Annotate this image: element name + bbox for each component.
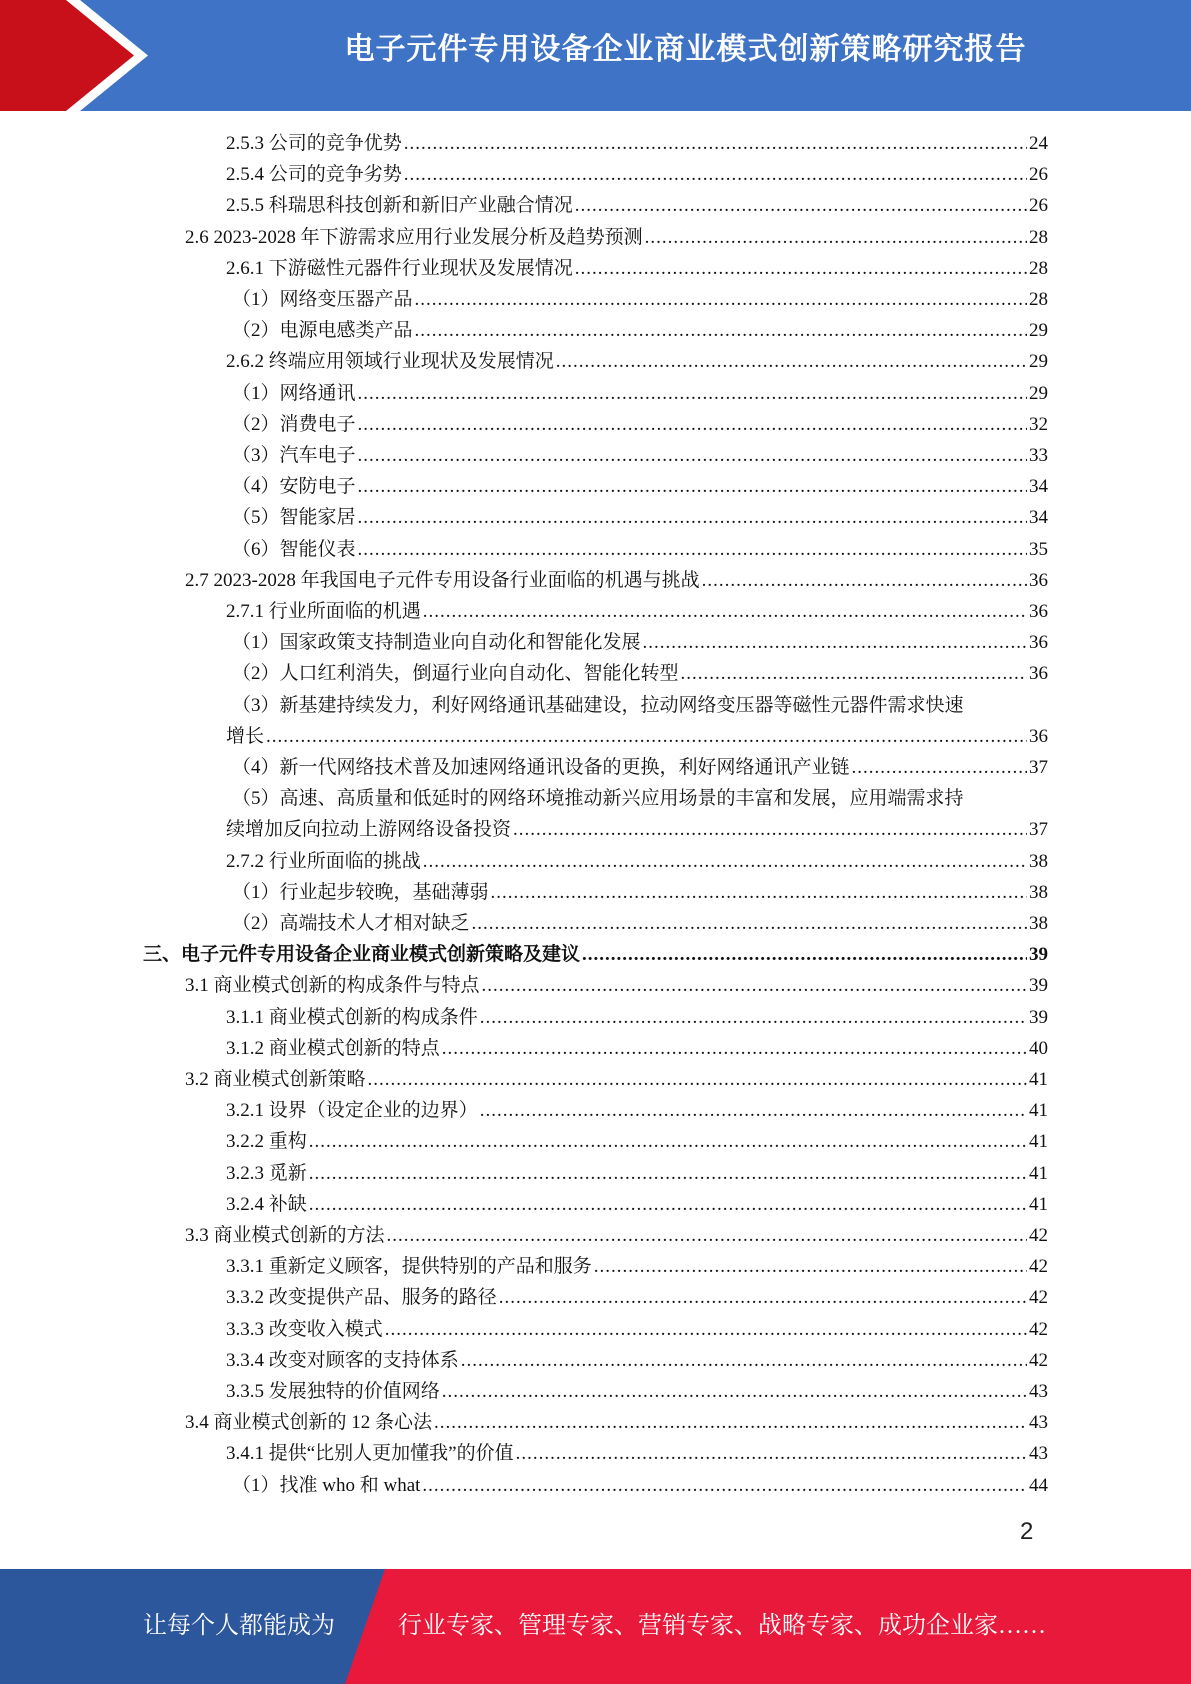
toc-entry[interactable] xyxy=(226,253,1048,284)
toc-entry-label: 3.2 商业模式创新策略 xyxy=(185,1069,366,1090)
toc-leader-dots xyxy=(556,346,1027,377)
toc-leader-dots xyxy=(499,1282,1027,1313)
toc-entry-label: （2）消费电子 xyxy=(232,413,356,435)
toc-entry[interactable] xyxy=(185,565,1048,596)
toc-entry[interactable] xyxy=(226,128,1048,159)
toc-leader-dots xyxy=(702,565,1027,596)
report-title: 电子元件专用设备企业商业模式创新策略研究报告 xyxy=(344,32,1027,67)
toc-entry[interactable] xyxy=(232,471,1048,502)
toc-entry-label: （1）找准 who 和 what xyxy=(232,1474,421,1496)
toc-entry-label: （6）智能仪表 xyxy=(232,538,356,560)
toc-entry[interactable] xyxy=(232,315,1048,346)
toc-entry-label: 2.5.4 公司的竞争劣势 xyxy=(226,164,402,186)
toc-entry[interactable] xyxy=(226,814,1048,845)
toc-page-number: 37 xyxy=(1029,757,1048,778)
toc-leader-dots xyxy=(681,658,1027,689)
footer-slogan-right: 行业专家、管理专家、营销专家、战略专家、成功企业家…… xyxy=(398,1613,1046,1639)
toc-entry-label: 3.3.2 改变提供产品、服务的路径 xyxy=(226,1287,497,1309)
toc-entry-label: 三、电子元件专用设备企业商业模式创新策略及建议 xyxy=(143,944,581,966)
toc-entry-label: 3.1.2 商业模式创新的特点 xyxy=(226,1037,440,1059)
toc-entry[interactable] xyxy=(232,752,1048,783)
toc-leader-dots xyxy=(434,1407,1027,1438)
toc-page-number: 41 xyxy=(1029,1162,1048,1184)
toc-page-number: 38 xyxy=(1029,913,1048,934)
toc-entry-label: 2.5.3 公司的竞争优势 xyxy=(226,133,402,154)
toc-entry[interactable] xyxy=(226,1345,1048,1376)
toc-entry-label: （3）汽车电子 xyxy=(232,445,356,466)
toc-entry[interactable] xyxy=(185,1220,1048,1251)
toc-page-number: 36 xyxy=(1029,632,1048,654)
toc-entry-label: （4）新一代网络技术普及加速网络通讯设备的更换，利好网络通讯产业链 xyxy=(232,757,850,778)
toc-leader-dots xyxy=(480,1002,1027,1033)
page-footer xyxy=(0,1569,1191,1684)
toc-page-number: 44 xyxy=(1029,1474,1048,1496)
toc-leader-dots xyxy=(368,1064,1027,1095)
toc-entry-label[interactable]: （3）新基建持续发力，利好网络通讯基础建设，拉动网络变压器等磁性元器件需求快速 xyxy=(232,694,964,716)
toc-entry[interactable] xyxy=(232,534,1048,565)
toc-entry-label: 2.7.1 行业所面临的机遇 xyxy=(226,601,421,622)
toc-entry-label: 2.7.2 行业所面临的挑战 xyxy=(226,850,421,872)
toc-leader-dots xyxy=(513,814,1027,845)
toc-page-number: 34 xyxy=(1029,476,1048,498)
toc-entry-label: 3.2.3 觅新 xyxy=(226,1162,307,1184)
toc-leader-dots xyxy=(594,1251,1027,1282)
page-number: 2 xyxy=(1020,1518,1034,1545)
toc-entry-label: （2）电源电感类产品 xyxy=(232,320,413,342)
toc-entry[interactable] xyxy=(226,1376,1048,1407)
toc-page-number: 29 xyxy=(1029,320,1048,342)
toc-leader-dots xyxy=(442,1376,1027,1407)
toc-entry[interactable] xyxy=(232,908,1048,939)
toc-entry-label: 3.3.3 改变收入模式 xyxy=(226,1318,383,1340)
toc-leader-dots xyxy=(516,1438,1027,1469)
toc-leader-dots xyxy=(358,534,1027,565)
toc-entry-label: 3.3.5 发展独特的价值网络 xyxy=(226,1381,440,1402)
page-header xyxy=(0,0,1191,111)
toc-entry-label: 2.5.5 科瑞思科技创新和新旧产业融合情况 xyxy=(226,195,573,217)
header-red-chevron xyxy=(0,0,135,111)
toc-entry-label: 2.6.1 下游磁性元器件行业现状及发展情况 xyxy=(226,257,573,279)
toc-entry-label: 3.1.1 商业模式创新的构成条件 xyxy=(226,1006,478,1028)
toc-leader-dots xyxy=(309,1189,1027,1220)
toc-page-number: 42 xyxy=(1029,1256,1048,1278)
toc-leader-dots xyxy=(387,1220,1027,1251)
toc-entry-label: 3.3 商业模式创新的方法 xyxy=(185,1225,385,1246)
toc-entry-label: 3.4 商业模式创新的 12 条心法 xyxy=(185,1412,433,1434)
toc-leader-dots xyxy=(643,627,1027,658)
toc-leader-dots xyxy=(358,440,1027,471)
toc-entry[interactable] xyxy=(232,440,1048,471)
toc-page-number: 36 xyxy=(1029,663,1048,685)
toc-leader-dots xyxy=(358,409,1027,440)
toc-page-number: 41 xyxy=(1029,1100,1048,1122)
toc-entry[interactable] xyxy=(226,1126,1048,1157)
toc-page-number: 32 xyxy=(1029,413,1048,435)
toc-leader-dots xyxy=(385,1314,1027,1345)
toc-page-number: 39 xyxy=(1029,944,1048,966)
toc-page-number: 29 xyxy=(1029,382,1048,404)
toc-entry[interactable] xyxy=(232,502,1048,533)
toc-leader-dots xyxy=(852,752,1027,783)
toc-entry[interactable] xyxy=(185,1064,1048,1095)
toc-leader-dots xyxy=(423,846,1027,877)
toc-entry-label: （1）行业起步较晚，基础薄弱 xyxy=(232,881,489,903)
toc-page-number: 24 xyxy=(1029,133,1048,154)
toc-entry[interactable] xyxy=(232,409,1048,440)
toc-page-number: 41 xyxy=(1029,1193,1048,1215)
toc-entry[interactable] xyxy=(185,1407,1048,1438)
toc-entry[interactable] xyxy=(232,378,1048,409)
toc-page-number: 35 xyxy=(1029,538,1048,560)
toc-entry[interactable] xyxy=(232,877,1048,908)
toc-entry-label[interactable]: （5）高速、高质量和低延时的网络环境推动新兴应用场景的丰富和发展，应用端需求持 xyxy=(232,788,964,810)
toc-leader-dots xyxy=(461,1345,1027,1376)
toc-entry-label: （1）网络通讯 xyxy=(232,382,356,404)
toc-entry[interactable] xyxy=(226,1002,1048,1033)
toc-leader-dots xyxy=(645,222,1027,253)
footer-slogan-left: 让每个人都能成为 xyxy=(143,1613,335,1639)
toc-entry-label: （1）国家政策支持制造业向自动化和智能化发展 xyxy=(232,632,641,654)
toc-entry-label: 2.6.2 终端应用领域行业现状及发展情况 xyxy=(226,351,554,373)
toc-entry[interactable] xyxy=(226,1314,1048,1345)
toc-leader-dots xyxy=(422,1470,1027,1501)
toc-entry-label: 3.2.4 补缺 xyxy=(226,1193,307,1215)
toc-entry[interactable] xyxy=(232,658,1048,689)
toc-page-number: 40 xyxy=(1029,1037,1048,1059)
toc-leader-dots xyxy=(480,1095,1027,1126)
toc-leader-dots xyxy=(472,908,1027,939)
toc-entry[interactable] xyxy=(226,159,1048,190)
toc-entry-label: （5）智能家居 xyxy=(232,507,356,529)
toc-leader-dots xyxy=(404,128,1027,159)
toc-entry-label: （4）安防电子 xyxy=(232,476,356,498)
toc-entry[interactable] xyxy=(226,596,1048,627)
toc-entry-label: 3.3.1 重新定义顾客，提供特别的产品和服务 xyxy=(226,1256,592,1278)
toc-page-number: 41 xyxy=(1029,1069,1048,1090)
toc-page-number: 42 xyxy=(1029,1287,1048,1309)
toc-leader-dots xyxy=(415,284,1027,315)
toc-page-number: 28 xyxy=(1029,257,1048,279)
toc-page-number: 36 xyxy=(1029,601,1048,622)
toc-entry-label: 续增加反向拉动上游网络设备投资 xyxy=(226,819,512,841)
toc-entry[interactable] xyxy=(226,346,1048,377)
toc-entry-label: （1）网络变压器产品 xyxy=(232,289,413,310)
toc-entry[interactable] xyxy=(226,1033,1048,1064)
toc-entry[interactable] xyxy=(232,1470,1048,1501)
toc-leader-dots xyxy=(575,190,1027,221)
toc-entry-label: （2）高端技术人才相对缺乏 xyxy=(232,913,470,934)
toc-entry-label: 增长 xyxy=(226,725,265,747)
toc-page-number: 39 xyxy=(1029,1006,1048,1028)
toc-leader-dots xyxy=(358,471,1027,502)
toc-entry-label: （2）人口红利消失，倒逼行业向自动化、智能化转型 xyxy=(232,663,679,685)
toc-page-number: 26 xyxy=(1029,164,1048,186)
toc-entry[interactable] xyxy=(226,721,1048,752)
toc-entry[interactable] xyxy=(185,970,1048,1001)
toc-entry[interactable] xyxy=(226,1095,1048,1126)
toc-page-number: 34 xyxy=(1029,507,1048,529)
toc-page-number: 28 xyxy=(1029,289,1048,310)
toc-page-number: 42 xyxy=(1029,1318,1048,1340)
toc-entry-label: 3.3.4 改变对顾客的支持体系 xyxy=(226,1349,459,1371)
toc-page-number: 37 xyxy=(1029,819,1048,841)
toc-page-number: 26 xyxy=(1029,195,1048,217)
toc-entry[interactable] xyxy=(226,190,1048,221)
toc-page-number: 36 xyxy=(1029,725,1048,747)
toc-page-number: 38 xyxy=(1029,850,1048,872)
toc-page-number: 33 xyxy=(1029,445,1048,466)
toc-page-number: 41 xyxy=(1029,1131,1048,1153)
toc-leader-dots xyxy=(404,159,1027,190)
toc-entry-label: 3.2.2 重构 xyxy=(226,1131,307,1153)
toc-page-number: 43 xyxy=(1029,1412,1048,1434)
toc-page-number: 28 xyxy=(1029,226,1048,248)
toc-leader-dots xyxy=(491,877,1027,908)
toc-entry[interactable] xyxy=(185,222,1048,253)
toc-page-number: 43 xyxy=(1029,1381,1048,1402)
toc-entry[interactable] xyxy=(226,1158,1048,1189)
toc-entry-label: 3.2.1 设界（设定企业的边界） xyxy=(226,1100,478,1122)
toc-entry[interactable] xyxy=(232,284,1048,315)
toc-page-number: 43 xyxy=(1029,1443,1048,1465)
toc-leader-dots xyxy=(358,502,1027,533)
toc-leader-dots xyxy=(266,721,1027,752)
toc-page-number: 42 xyxy=(1029,1225,1048,1246)
toc-entry-label: 3.1 商业模式创新的构成条件与特点 xyxy=(185,975,480,997)
toc-leader-dots xyxy=(423,596,1027,627)
toc-entry-label: 3.4.1 提供“比别人更加懂我”的价值 xyxy=(226,1443,514,1465)
toc-leader-dots xyxy=(442,1033,1027,1064)
toc-entry[interactable] xyxy=(226,1189,1048,1220)
toc-leader-dots xyxy=(575,253,1027,284)
toc-leader-dots xyxy=(415,315,1027,346)
toc-entry-label: 2.7 2023-2028 年我国电子元件专用设备行业面临的机遇与挑战 xyxy=(185,569,700,591)
toc-page-number: 38 xyxy=(1029,881,1048,903)
toc-entry[interactable] xyxy=(226,1282,1048,1313)
toc-leader-dots xyxy=(482,970,1027,1001)
toc-leader-dots xyxy=(309,1158,1027,1189)
toc-entry[interactable] xyxy=(226,1251,1048,1282)
toc-page-number: 42 xyxy=(1029,1349,1048,1371)
toc-leader-dots xyxy=(309,1126,1027,1157)
toc-page-number: 39 xyxy=(1029,975,1048,997)
toc-page-number: 29 xyxy=(1029,351,1048,373)
toc-page-number: 36 xyxy=(1029,569,1048,591)
toc-leader-dots xyxy=(358,378,1027,409)
toc-entry-label: 2.6 2023-2028 年下游需求应用行业发展分析及趋势预测 xyxy=(185,226,643,248)
toc-entry[interactable] xyxy=(143,939,1048,970)
toc-entry[interactable] xyxy=(232,627,1048,658)
toc-entry[interactable] xyxy=(226,846,1048,877)
toc-leader-dots xyxy=(582,939,1027,970)
toc-entry[interactable] xyxy=(226,1438,1048,1469)
